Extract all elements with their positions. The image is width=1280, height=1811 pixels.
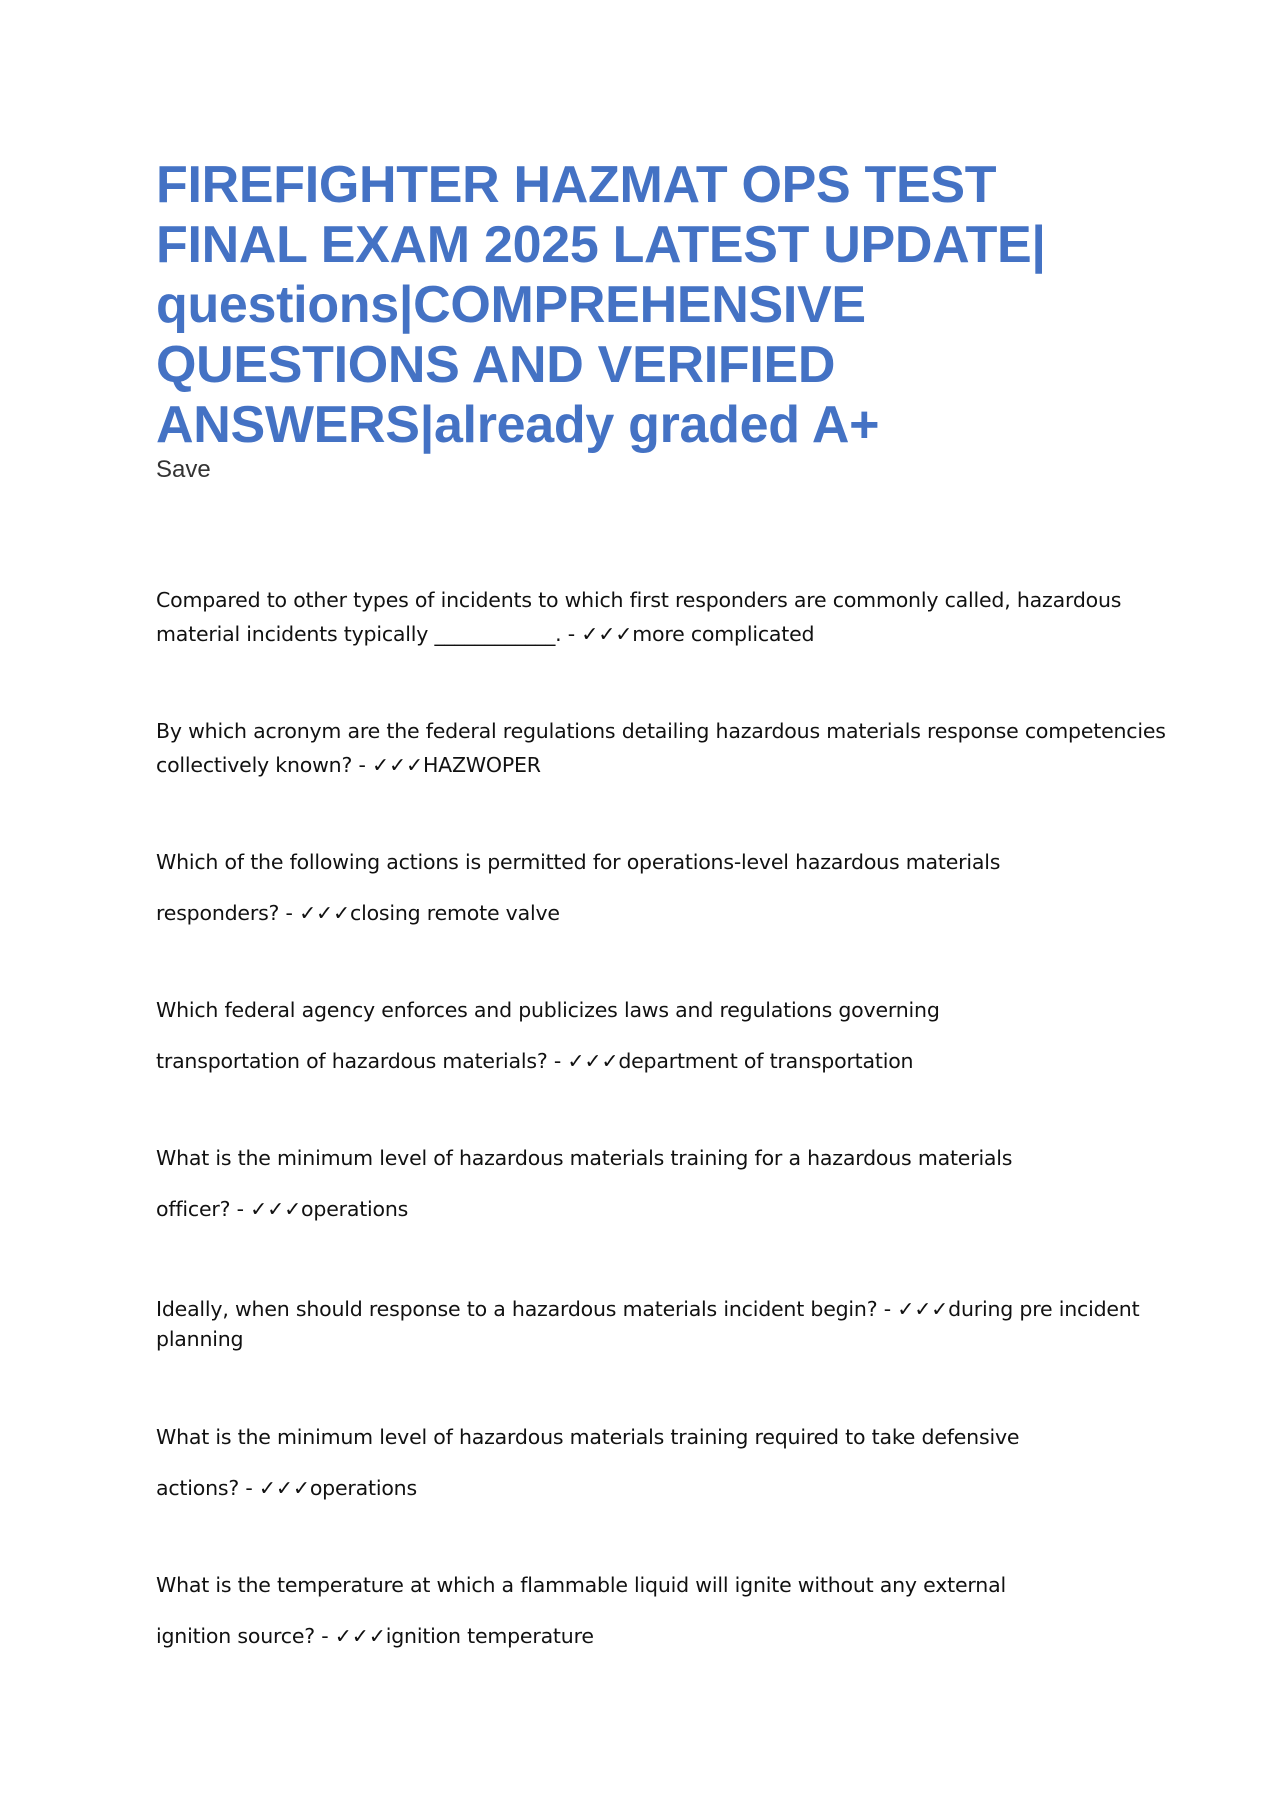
check-icon: ✓✓✓ — [299, 901, 350, 925]
question-text: collectively known? - — [156, 753, 372, 777]
answer-text: ignition temperature — [385, 1624, 594, 1648]
check-icon: ✓✓✓ — [334, 1624, 386, 1648]
question-line — [156, 1619, 1136, 1653]
check-icon: ✓✓✓ — [581, 622, 633, 646]
question-line: Which federal agency enforces and publicizes laws and regulations governing — [156, 998, 940, 1022]
question-text: officer? - — [156, 1197, 251, 1221]
check-icon: ✓✓✓ — [372, 753, 423, 777]
qa-item — [156, 1568, 1136, 1653]
question-text: Ideally, when should response to a hazardous materials incident begin? - — [156, 1297, 898, 1321]
question-text: actions? - — [156, 1476, 259, 1500]
answer-text: during pre incident — [948, 1297, 1140, 1321]
question-line: What is the temperature at which a flammable liquid will ignite without any external — [156, 1573, 1006, 1597]
qa-list — [156, 583, 1166, 1653]
qa-item — [156, 1420, 1136, 1505]
qa-item — [156, 845, 1136, 930]
question-text: transportation of hazardous materials? - — [156, 1049, 568, 1073]
answer-text: department of transportation — [618, 1049, 914, 1073]
question-line — [156, 896, 1136, 930]
question-line — [156, 1192, 1136, 1226]
question-text: material incidents typically ____________. - — [156, 622, 582, 646]
question-line: planning — [156, 1327, 244, 1351]
qa-item — [156, 1292, 1140, 1356]
question-line: By which acronym are the federal regulations detailing hazardous materials response competencies — [156, 719, 1166, 743]
save-link[interactable]: Save — [156, 456, 211, 483]
document-title: FIREFIGHTER HAZMAT OPS TEST FINAL EXAM 2025 LATEST UPDATE| questions|COMPREHENSIVE QUESTIONS AND VERIFIED ANSWERS|already graded A+ — [156, 156, 1046, 454]
answer-text: closing remote valve — [350, 901, 560, 925]
check-icon: ✓✓✓ — [897, 1297, 949, 1321]
question-line — [156, 1471, 1136, 1505]
question-line: What is the minimum level of hazardous materials training for a hazardous materials — [156, 1146, 1013, 1170]
qa-item — [156, 993, 1136, 1078]
qa-item — [156, 583, 1136, 651]
question-line — [156, 617, 1136, 651]
question-line — [156, 1044, 1136, 1078]
qa-item — [156, 714, 1166, 782]
answer-text: more complicated — [632, 622, 815, 646]
qa-item — [156, 1141, 1136, 1226]
question-line — [156, 1292, 1140, 1326]
question-text: ignition source? - — [156, 1624, 335, 1648]
question-line: What is the minimum level of hazardous materials training required to take defensive — [156, 1425, 1020, 1449]
answer-text: HAZWOPER — [422, 753, 541, 777]
question-line: Which of the following actions is permitted for operations-level hazardous materials — [156, 850, 1001, 874]
question-line: Compared to other types of incidents to which first responders are commonly called, hazardous — [156, 588, 1122, 612]
question-line — [156, 748, 1136, 782]
question-text: responders? - — [156, 901, 300, 925]
check-icon: ✓✓✓ — [258, 1476, 310, 1500]
answer-text: operations — [309, 1476, 417, 1500]
document-page — [156, 155, 1166, 1653]
check-icon: ✓✓✓ — [567, 1049, 619, 1073]
check-icon: ✓✓✓ — [250, 1197, 302, 1221]
answer-text: operations — [301, 1197, 409, 1221]
